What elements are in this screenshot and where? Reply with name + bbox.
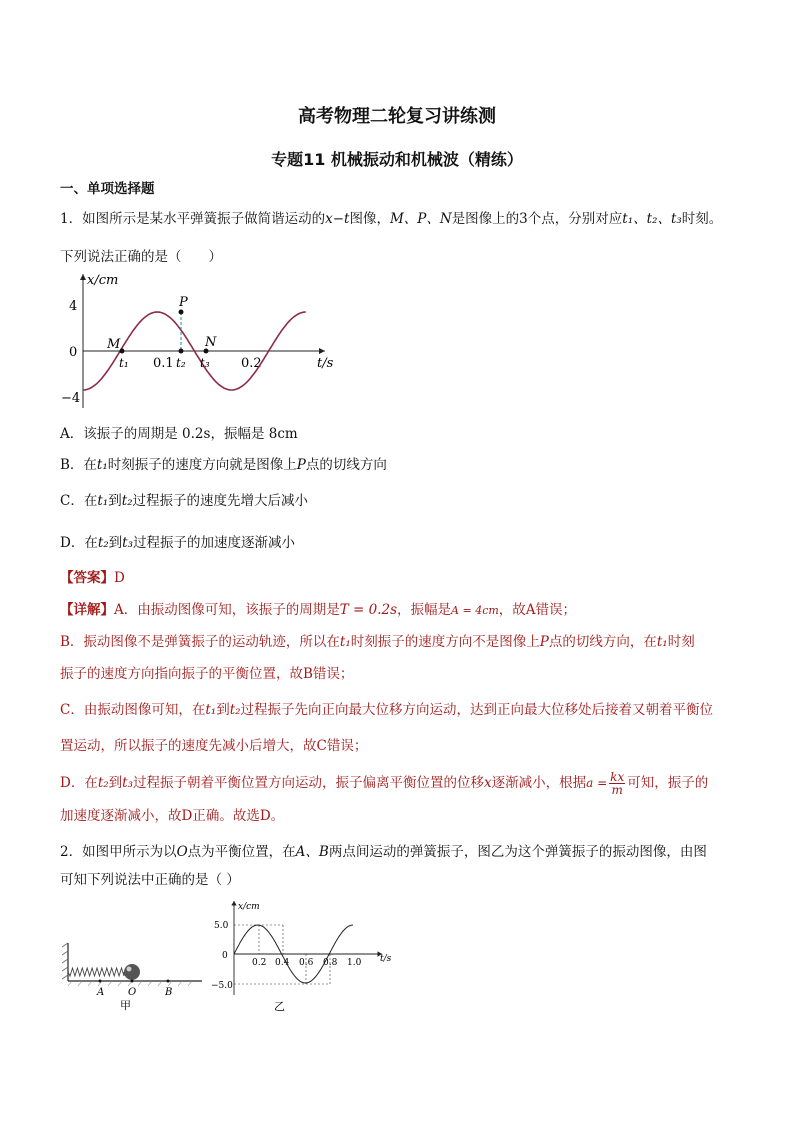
y-tick-neg4: −4 [61,391,81,406]
q1-option-a[interactable]: A．该振子的周期是 0.2s，振幅是 8cm [60,426,298,442]
q1-option-b[interactable]: B．在t₁时刻振子的速度方向就是图像上P点的切线方向 [60,457,387,473]
section-heading: 一、单项选择题 [60,181,155,197]
label-b: B [165,987,173,998]
q2-vibration-graph [210,895,400,1015]
q1-explain-line4: C．由振动图像可知，在t₁到t₂过程振子先向正向最大位移方向运动，达到正向最大位移处后接着又朝着平衡位 [60,702,714,718]
x-tick-0-8: 0.8 [323,958,338,968]
x-tick-0-4: 0.4 [275,958,290,968]
acceleration-fraction: $\frac{kx}{m}$ [610,770,625,797]
y-axis-label: x/cm [238,902,260,912]
q1-explain-line7: 加速度逐渐减小，故D正确。故选D。 [60,808,285,824]
point-p [179,310,184,315]
oscillator-ball [124,964,140,980]
q1-option-d[interactable]: D．在t₂到t₃过程振子的加速度逐渐减小 [60,535,296,551]
x-tick-0-2: 0.2 [241,356,262,371]
q1-stem-line2: 下列说法正确的是（ ） [60,249,222,265]
y-axis-label: x/cm [87,273,119,288]
x-tick-0-2: 0.2 [252,958,267,968]
spring-coil [68,968,124,976]
point-t2 [179,349,184,354]
x-axis-label: t/s [317,356,334,371]
y-tick-5: 5.0 [214,921,229,931]
label-jia: 甲 [120,999,131,1012]
y-tick-0: 0 [69,345,78,360]
y-tick-neg5: −5.0 [211,981,233,991]
label-t3: t₃ [200,356,210,370]
q1-explain-line3: 振子的速度方向指向振子的平衡位置，故B错误； [60,666,354,682]
q1-explain-line5: 置运动，所以振子的速度先减小后增大，故C错误； [60,738,368,754]
x-tick-1-0: 1.0 [347,958,362,968]
q1-xt-graph [55,268,345,413]
label-t1: t₁ [119,356,129,370]
q1-stem-line1: 1．如图所示是某水平弹簧振子做简谐运动的x−t图像，M、P、N是图像上的3个点，分别对应t₁、t₂、t₃时刻。 [60,211,723,227]
label-o: O [128,987,137,998]
label-yi: 乙 [274,1000,285,1013]
q2-stem-line2: 可知下列说法中正确的是（ ） [60,872,240,888]
x-tick-0-6: 0.6 [299,958,314,968]
q2-spring-figure [62,935,212,1015]
document-subtitle: 专题11 机械振动和机械波（精练） [271,150,523,169]
label-m: M [107,337,121,352]
label-n: N [205,335,217,350]
q1-answer: 【答案】D [60,570,125,586]
q1-explain-line2: B．振动图像不是弹簧振子的运动轨迹，所以在t₁时刻振子的速度方向不是图像上P点的切线方向，在t₁时刻 [60,634,695,650]
q1-explain-line6: D．在t₂到t₃过程振子朝着平衡位置方向运动，振子偏离平衡位置的位移x逐渐减小，根据a = $\frac{kx}{m}$ 可知，振子的 [60,770,709,797]
q1-explain-line1: 【详解】A．由振动图像可知，该振子的周期是T = 0.2s，振幅是A = 4cm，故A错误； [60,602,577,618]
y-tick-4: 4 [69,299,78,314]
x-axis-label: t/s [380,954,392,964]
x-tick-0-1: 0.1 [153,356,174,371]
q1-option-c[interactable]: C．在t₁到t₂过程振子的速度先增大后减小 [60,493,309,509]
label-p: P [179,295,188,310]
label-a: A [97,987,105,998]
label-t2: t₂ [176,356,186,370]
q2-stem-line1: 2．如图甲所示为以O点为平衡位置，在A、B两点间运动的弹簧振子，图乙为这个弹簧振子的振动图像，由图 [60,844,707,860]
document-title: 高考物理二轮复习讲练测 [298,106,496,127]
y-tick-0: 0 [222,951,228,961]
